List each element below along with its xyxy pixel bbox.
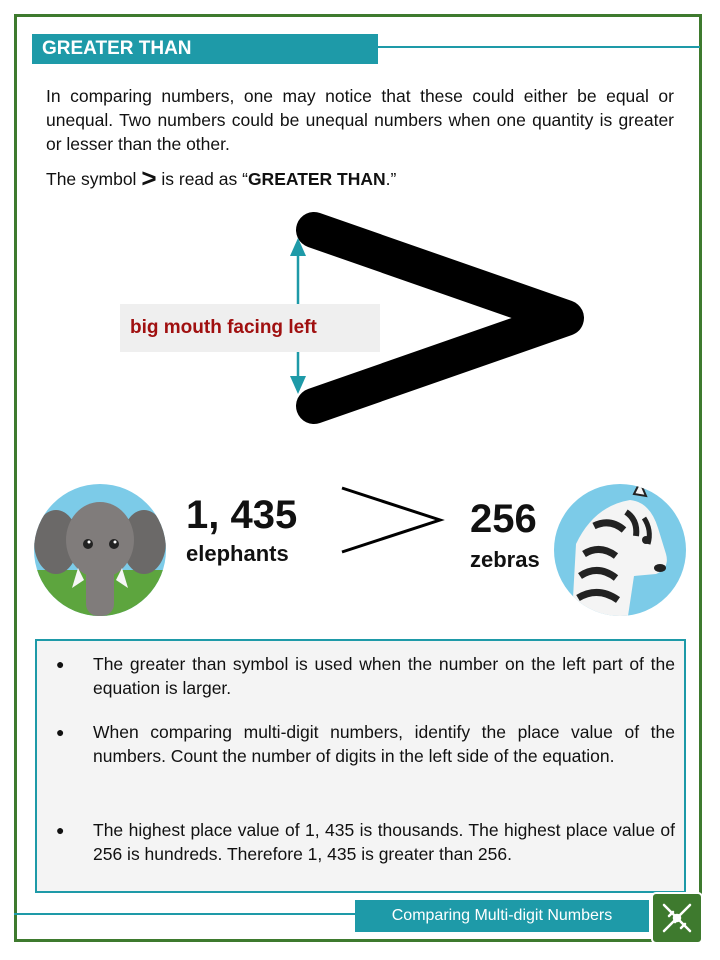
- bullet-icon: ●: [56, 656, 65, 672]
- bullet-icon: ●: [56, 822, 65, 838]
- zebra-count: 256: [470, 497, 537, 541]
- zebra-label: zebras: [470, 547, 540, 572]
- note-text: The highest place value of 1, 435 is thousands. The highest place value of 256 is hundreds. Therefore 1, 435 is greater than 256.: [93, 820, 675, 864]
- section-title: GREATER THAN: [32, 34, 378, 64]
- symbol-name: GREATER THAN: [247, 169, 386, 189]
- header-divider: [378, 46, 700, 48]
- footer-divider: [14, 913, 356, 915]
- elephant-illustration: [34, 484, 166, 616]
- symbol-middle: is read as “: [156, 169, 248, 189]
- elephant-count: 1, 435: [186, 493, 298, 537]
- notes-box: [35, 639, 686, 893]
- intro-paragraph: In comparing numbers, one may notice that these could either be equal or unequal. Two numbers could be unequal numbers when one quantity is greater or lesser than the other.: [46, 86, 674, 154]
- mouth-label: big mouth facing left: [120, 304, 380, 352]
- zebra-illustration: [554, 484, 686, 616]
- greater-than-symbol-small: [336, 482, 446, 558]
- symbol-prefix: The symbol: [46, 169, 142, 189]
- greater-than-glyph: >: [141, 163, 157, 193]
- elephant-label: elephants: [186, 541, 289, 566]
- pencil-ruler-logo-icon: [651, 892, 703, 944]
- note-text: When comparing multi-digit numbers, identify the place value of the numbers. Count the number of digits in the left side of the equation.: [93, 722, 675, 766]
- bullet-icon: ●: [56, 724, 65, 740]
- symbol-suffix: .”: [385, 169, 397, 189]
- symbol-sentence: [46, 163, 397, 193]
- footer-title: Comparing Multi-digit Numbers: [355, 900, 649, 932]
- note-text: The greater than symbol is used when the number on the left part of the equation is larger.: [93, 654, 675, 698]
